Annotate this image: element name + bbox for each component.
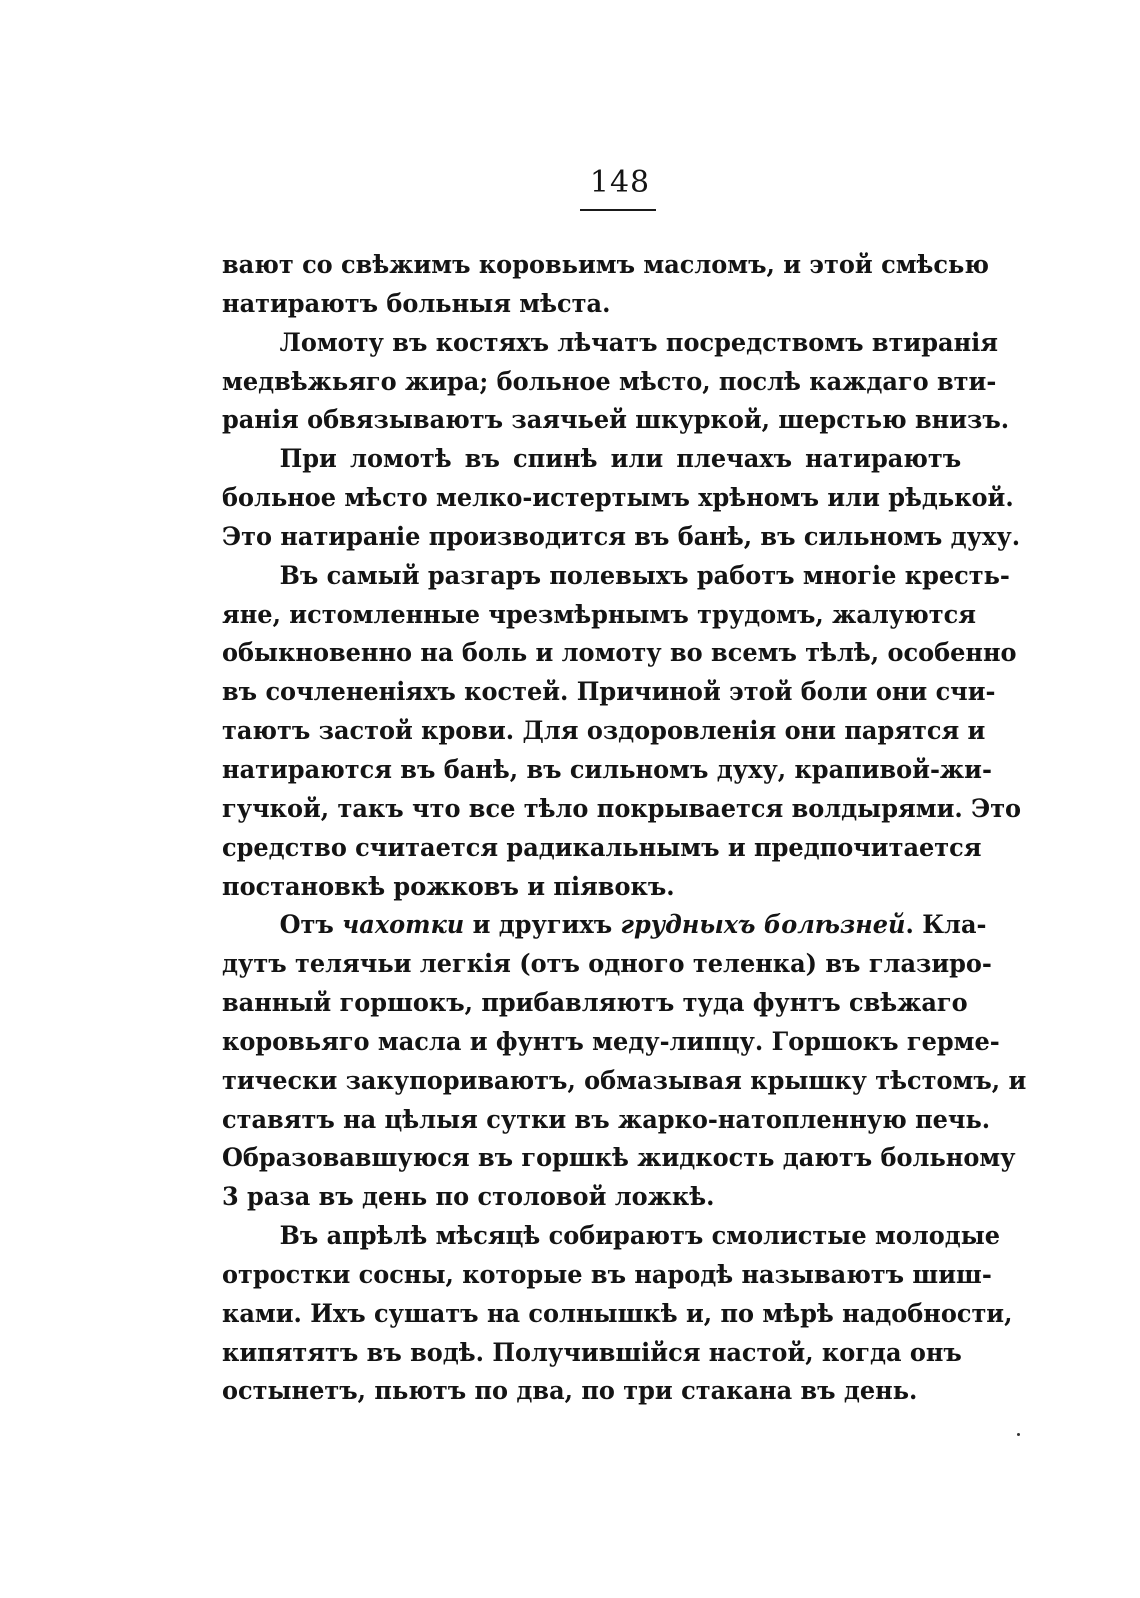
text-line: коровьяго масла и фунтъ меду-липцу. Горшокъ герме- — [222, 1026, 1000, 1056]
text-line: ранія обвязываютъ заячьей шкуркой, шерстью внизъ. — [222, 405, 1010, 435]
text-line: вают со свѣжимъ коровьимъ масломъ, и этой смѣсью — [222, 250, 989, 279]
text-line: остынетъ, пьютъ по два, по три стакана въ день. — [222, 1376, 918, 1406]
text-line: медвѣжьяго жира; больное мѣсто, послѣ каждаго вти- — [222, 366, 997, 396]
text-run: . Кла- — [905, 910, 987, 940]
italic-term: грудныхъ болѣзней — [620, 910, 906, 940]
text-run: и другихъ — [464, 910, 621, 940]
text-line: таютъ застой крови. Для оздоровленія они парятся и — [222, 716, 986, 746]
text-line: 3 раза въ день по столовой ложкѣ. — [222, 1182, 715, 1212]
text-line: Это натираніе производится въ банѣ, въ сильномъ духу. — [222, 521, 1021, 551]
text-line: ванный горшокъ, прибавляютъ туда фунтъ свѣжаго — [222, 988, 968, 1018]
paragraph-start-line: Ломоту въ костяхъ лѣчатъ посредствомъ втиранія — [279, 327, 999, 357]
paragraph-start-line: При ломотѣ въ спинѣ или плечахъ натираютъ — [279, 444, 962, 474]
print-speck — [1017, 1433, 1020, 1436]
italic-term: чахотки — [342, 910, 465, 940]
text-line: натираютъ больныя мѣста. — [222, 288, 611, 318]
body-text — [222, 246, 1027, 1411]
page-number: 148 — [589, 165, 651, 200]
text-line: въ сочлененіяхъ костей. Причиной этой боли они счи- — [222, 677, 996, 707]
text-line: больное мѣсто мелко-истертымъ хрѣномъ или рѣдькой. — [222, 483, 1014, 513]
text-line: отростки сосны, которые въ народѣ называютъ шиш- — [222, 1259, 992, 1289]
text-line: средство считается радикальнымъ и предпочитается — [222, 832, 982, 862]
text-line: ставятъ на цѣлыя сутки въ жарко-натопленную печь. — [222, 1104, 991, 1134]
paragraph-start-line: Въ самый разгаръ полевыхъ работъ многіе кресть- — [279, 560, 1010, 590]
paragraph-start-line: Въ апрѣлѣ мѣсяцѣ собираютъ смолистые молодые — [279, 1221, 1001, 1251]
text-line: яне, истомленные чрезмѣрнымъ трудомъ, жалуются — [222, 599, 976, 629]
text-line: обыкновенно на боль и ломоту во всемъ тѣлѣ, особенно — [222, 638, 1017, 668]
text-line: дутъ телячьи легкія (отъ одного теленка) въ глазиро- — [222, 949, 992, 979]
text-line: тически закупориваютъ, обмазывая крышку тѣстомъ, и — [222, 1065, 1027, 1095]
paragraph-start-line — [222, 906, 987, 945]
page-number-underline — [580, 209, 656, 211]
text-run: Отъ — [279, 910, 343, 940]
text-line: гучкой, такъ что все тѣло покрывается волдырями. Это — [222, 793, 1022, 823]
text-line: кипятятъ въ водѣ. Получившійся настой, когда онъ — [222, 1337, 962, 1367]
text-line: постановкѣ рожковъ и піявокъ. — [222, 871, 675, 901]
text-line: натираются въ банѣ, въ сильномъ духу, крапивой-жи- — [222, 754, 992, 784]
text-line: Образовавшуюся въ горшкѣ жидкость даютъ больному — [222, 1143, 1016, 1173]
text-line: ками. Ихъ сушатъ на солнышкѣ и, по мѣрѣ надобности, — [222, 1298, 1013, 1328]
